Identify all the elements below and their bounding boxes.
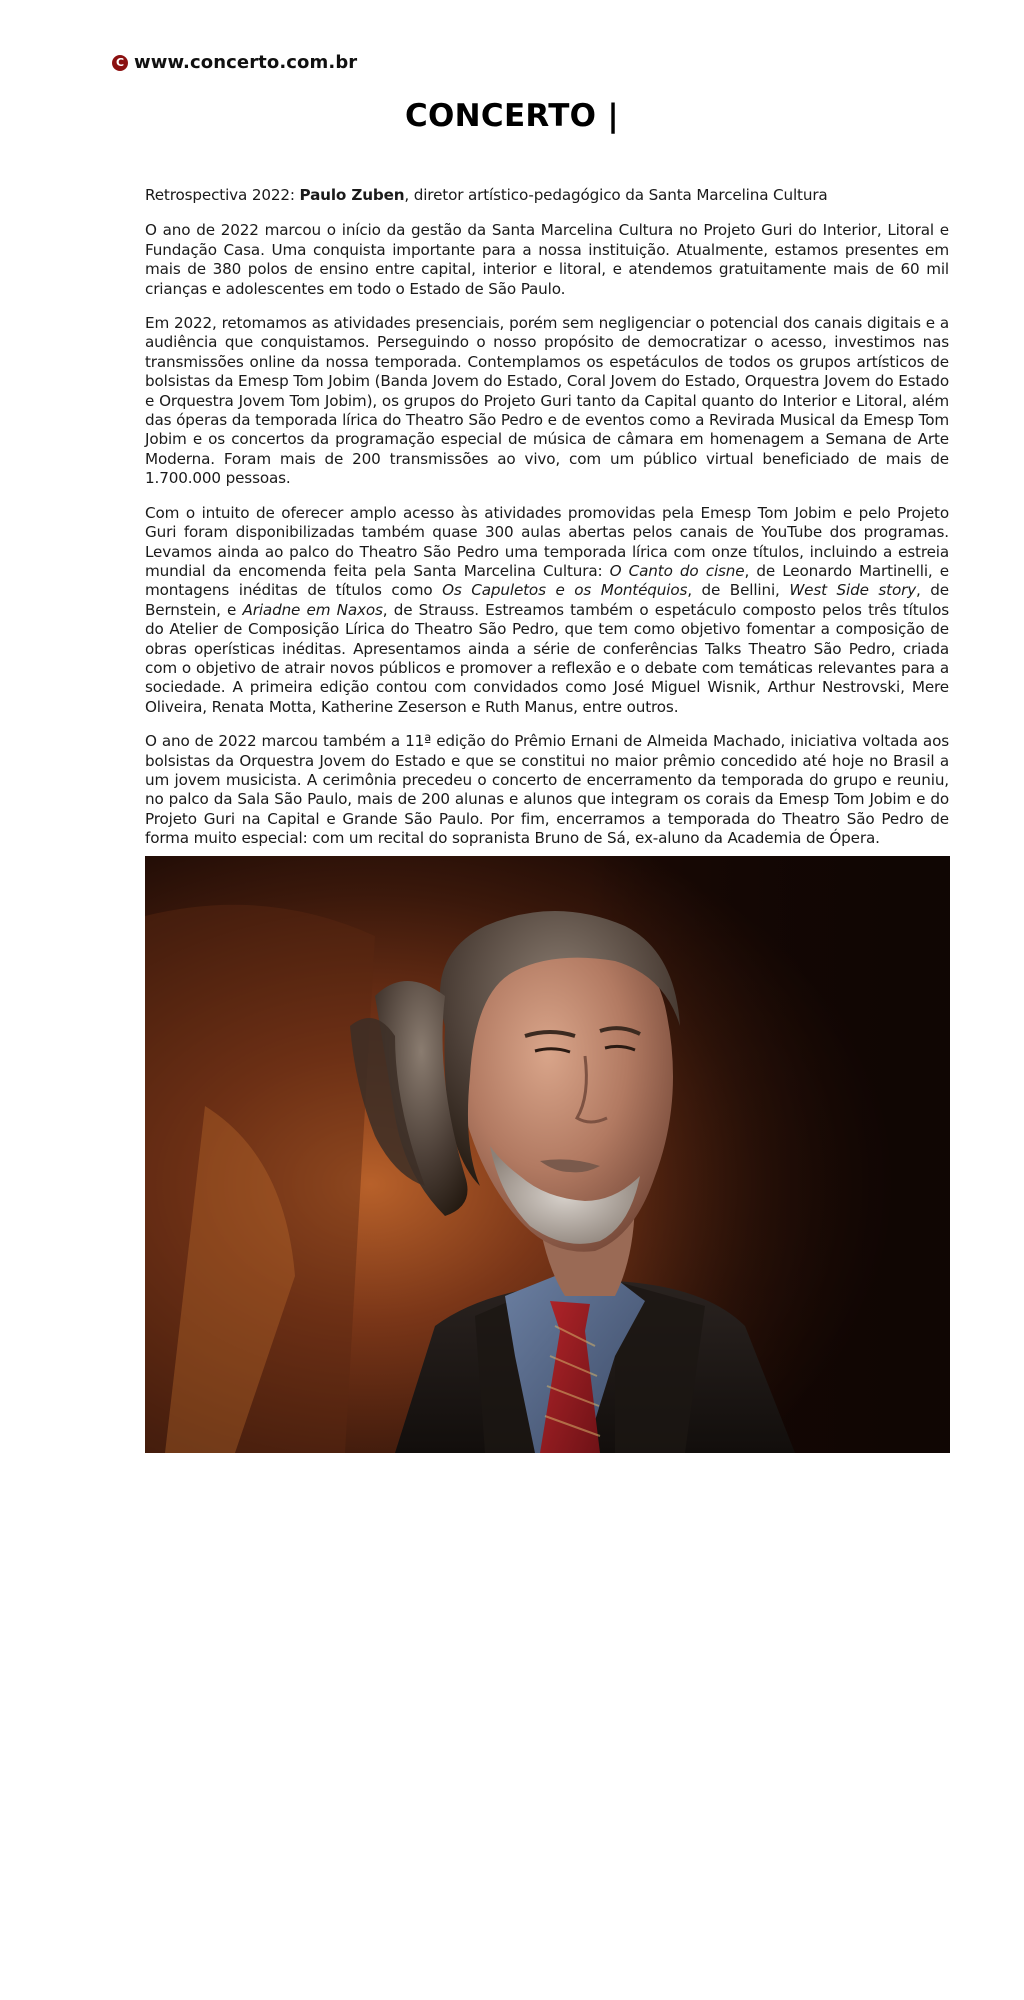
paulo-zuben-photo [145, 856, 950, 1453]
p3-text-1: Com o intuito de oferecer amplo acesso às atividades promovidas pela Emesp Tom Jobim e pelo Projeto Guri foram disponibilizadas também quase 300 aulas abertas pelos canais de YouTube dos programas. Levamos ainda ao palco do Theatro São Pedro uma temporada lírica com onze títulos, incluindo a estreia mundial da encomenda feita pela Santa Marcelina Cultura: [145, 503, 949, 580]
p3-title-capuletos: Os Capuletos e os Montéquios [442, 581, 688, 600]
p3-title-west-side-story: West Side story [789, 581, 917, 600]
intro-prefix: Retrospectiva 2022: [145, 186, 300, 204]
article-intro [145, 186, 949, 205]
p3-text-5: , de Strauss. Estreamos também o espetáculo composto pelos três títulos do Atelier de Composição Lírica do Theatro São Pedro, que tem como objetivo fomentar a composição de obras operísticas inéditas. Apresentamos ainda a série de conferências Talks Theatro São Pedro, criada com o objetivo de atrair novos públicos e promover a reflexão e o debate com temáticas relevantes para a sociedade. A primeira edição contou com convidados como José Miguel Wisnik, Arthur Nestrovski, Mere Oliveira, Renata Motta, Katherine Zeserson e Ruth Manus, entre outros. [145, 600, 949, 716]
p3-text-2: , de Leonardo Martinelli, e montagens inéditas de títulos como [145, 561, 949, 600]
p3-text-3: , de Bellini, [687, 581, 790, 600]
paragraph-1: O ano de 2022 marcou o início da gestão da Santa Marcelina Cultura no Projeto Guri do Interior, Litoral e Fundação Casa. Uma conquista importante para a nossa instituição. Atualmente, estamos presentes em mais de 380 polos de ensino entre capital, interior e litoral, e atendemos gratuitamente mais de 60 mil crianças e adolescentes em todo o Estado de São Paulo. [145, 221, 949, 298]
intro-name: Paulo Zuben [299, 186, 405, 204]
paragraph-3 [145, 504, 949, 717]
p3-text-4: , de Bernstein, e [145, 581, 949, 619]
p3-title-ariadne: Ariadne em Naxos [242, 600, 383, 619]
article-body [145, 186, 949, 897]
paragraph-4: O ano de 2022 marcou também a 11ª edição do Prêmio Ernani de Almeida Machado, iniciativa voltada aos bolsistas da Orquestra Jovem do Estado e que se constitui no maior prêmio concedido até hoje no Brasil a um jovem musicista. A cerimônia precedeu o concerto de encerramento da temporada do grupo e reuniu, no palco da Sala São Paulo, mais de 200 alunas e alunos que integram os corais da Emesp Tom Jobim e do Projeto Guri na Capital e Grande São Paulo. Por fim, encerramos a temporada do Theatro São Pedro de forma muito especial: com um recital do sopranista Bruno de Sá, ex-aluno da Academia de Ópera. [145, 732, 949, 848]
concerto-logo-icon: C [112, 55, 128, 71]
p3-title-canto-do-cisne: O Canto do cisne [609, 561, 745, 580]
site-url[interactable]: www.concerto.com.br [134, 52, 358, 73]
intro-suffix: , diretor artístico-pedagógico da Santa Marcelina Cultura [404, 186, 828, 204]
paragraph-2: Em 2022, retomamos as atividades presenciais, porém sem negligenciar o potencial dos canais digitais e a audiência que conquistamos. Perseguindo o nosso propósito de democratizar o acesso, investimos nas transmissões online da nossa temporada. Contemplamos os espetáculos de todos os grupos artísticos de bolsistas da Emesp Tom Jobim (Banda Jovem do Estado, Coral Jovem do Estado, Orquestra Jovem do Estado e Orquestra Jovem Tom Jobim), os grupos do Projeto Guri tanto da Capital quanto do Interior e Litoral, além das óperas da temporada lírica do Theatro São Pedro e de eventos como a Revirada Musical da Emesp Tom Jobim e os concertos da programação especial de música de câmara em homenagem a Semana de Arte Moderna. Foram mais de 200 transmissões ao vivo, com um público virtual beneficiado de mais de 1.700.000 pessoas. [145, 314, 950, 488]
site-header [112, 52, 357, 73]
page-title: CONCERTO | [404, 98, 620, 134]
